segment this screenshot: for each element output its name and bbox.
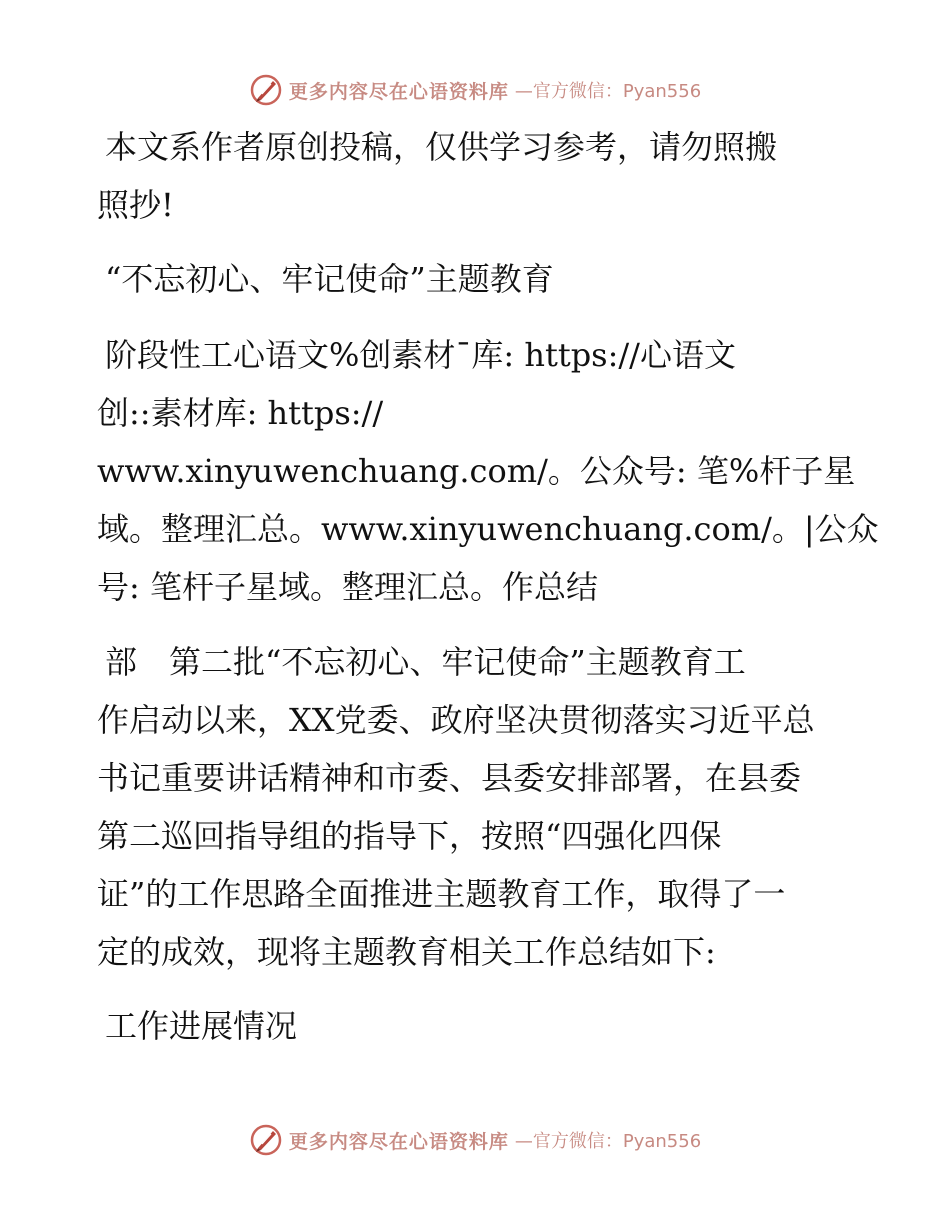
text-line: 书记重要讲话精神和市委、县委安排部署，在县委 bbox=[97, 759, 802, 797]
text-line: 第二巡回指导组的指导下，按照“四强化四保 bbox=[97, 817, 722, 855]
quill-pen-logo-icon bbox=[249, 73, 283, 107]
footer-banner bbox=[0, 1120, 950, 1160]
text-line: 作启动以来，XX党委、政府坚决贯彻落实习近平总 bbox=[97, 701, 815, 739]
text-line: 定的成效，现将主题教育相关工作总结如下: bbox=[97, 933, 716, 971]
text-line: 部 第二批“不忘初心、牢记使命”主题教育工 bbox=[105, 643, 746, 681]
text-line: 创::素材库: https:// bbox=[97, 394, 384, 432]
paragraph-title bbox=[97, 250, 857, 308]
paragraph-body bbox=[97, 633, 857, 981]
text-line: 阶段性工心语文%创素材¯库: https://心语文 bbox=[105, 336, 736, 374]
text-line: 域。整理汇总。www.xinyuwenchuang.com/。|公众 bbox=[97, 510, 879, 548]
text-line: “不忘初心、牢记使命”主题教育 bbox=[105, 260, 554, 298]
text-line: 本文系作者原创投稿，仅供学习参考，请勿照搬 bbox=[105, 128, 778, 166]
quill-pen-logo-icon bbox=[249, 1123, 283, 1157]
text-line: 工作进展情况 bbox=[105, 1007, 298, 1045]
section-heading bbox=[97, 997, 857, 1055]
banner-contact: —官方微信：Pyan556 bbox=[514, 1131, 702, 1152]
text-line: 证”的工作思路全面推进主题教育工作，取得了一 bbox=[97, 875, 786, 913]
text-line: 照抄! bbox=[97, 186, 174, 224]
paragraph-notice bbox=[97, 118, 857, 234]
paragraph-source bbox=[97, 326, 879, 616]
banner-contact: —官方微信：Pyan556 bbox=[514, 81, 702, 102]
banner-title: 更多内容尽在心语资料库 bbox=[288, 80, 509, 103]
text-line: www.xinyuwenchuang.com/。公众号: 笔%杆子星 bbox=[97, 452, 856, 490]
banner-title: 更多内容尽在心语资料库 bbox=[288, 1130, 509, 1153]
text-line: 号: 笔杆子星域。整理汇总。作总结 bbox=[97, 568, 598, 606]
header-banner bbox=[0, 70, 950, 110]
